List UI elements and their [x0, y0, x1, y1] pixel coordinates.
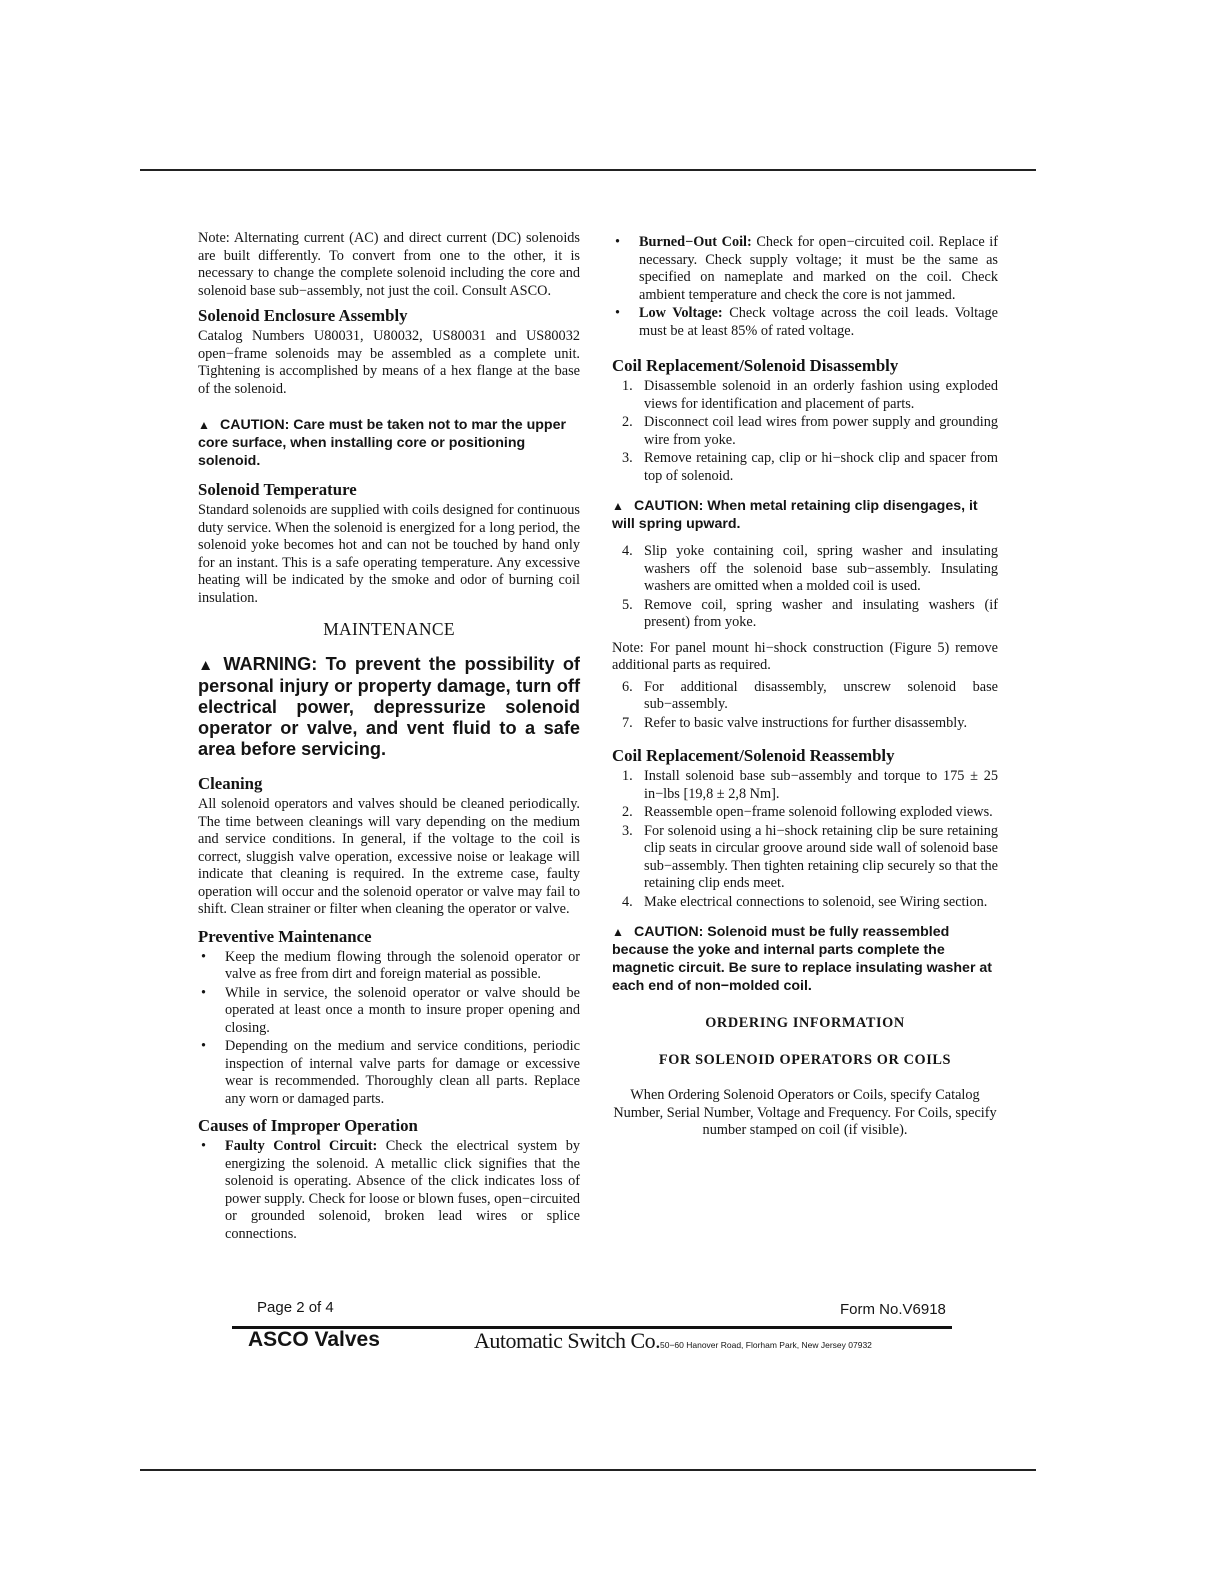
enclosure-text: Catalog Numbers U80031, U80032, US80031 and US80032 open−frame solenoids may be assembled as a complete unit. Tightening is accomplished by means of a hex flange at the base of the solenoid.	[198, 328, 580, 397]
caution-retaining-clip-text: CAUTION: When metal retaining clip disengages, it will spring upward.	[612, 498, 978, 532]
causes-lead: Faulty Control Circuit:	[225, 1138, 378, 1154]
causes-list-continued	[612, 234, 998, 340]
maintenance-heading: MAINTENANCE	[323, 619, 455, 639]
company-name: Automatic Switch Co.	[474, 1328, 661, 1353]
reassembly-heading: Coil Replacement/Solenoid Reassembly	[612, 746, 895, 765]
warning-triangle-icon: ▲	[198, 657, 214, 674]
caution-reassembly	[612, 923, 998, 995]
list-item: 2. Disconnect coil lead wires from power supply and grounding wire from yoke.	[622, 414, 998, 448]
list-item: 2. Reassemble open−frame solenoid following exploded views.	[622, 804, 993, 820]
brand-name: ASCO Valves	[248, 1328, 380, 1351]
left-column	[198, 230, 580, 1251]
disassembly-heading: Coil Replacement/Solenoid Disassembly	[612, 356, 899, 375]
list-item: 6. For additional disassembly, unscrew solenoid base sub−assembly.	[622, 678, 998, 712]
ordering-heading: ORDERING INFORMATION	[705, 1015, 905, 1031]
right-column	[612, 230, 998, 1140]
bottom-rule	[140, 1469, 1036, 1471]
form-number: Form No.V6918	[840, 1301, 946, 1318]
list-item: • Depending on the medium and service conditions, periodic inspection of internal valve parts for damage or excessive wear is recommended. Thoroughly clean all parts. Replace any worn or damaged parts.	[201, 1038, 580, 1107]
list-item: 7. Refer to basic valve instructions for further disassembly.	[622, 714, 968, 731]
page-number: Page 2 of 4	[257, 1299, 334, 1316]
warning-triangle-icon: ▲	[612, 925, 624, 939]
note-panel-mount: Note: For panel mount hi−shock construction (Figure 5) remove additional parts as required.	[612, 639, 998, 673]
disassembly-steps-a	[612, 378, 998, 485]
caution-core-surface-text: CAUTION: Care must be taken not to mar the upper core surface, when installing core or positioning solenoid.	[198, 417, 567, 469]
reassembly-steps	[612, 768, 998, 911]
list-item: 3. Remove retaining cap, clip or hi−shock clip and spacer from top of solenoid.	[622, 450, 998, 484]
causes-heading: Causes of Improper Operation	[198, 1116, 418, 1135]
warning-servicing	[198, 654, 580, 760]
caution-reassembly-text: CAUTION: Solenoid must be fully reassembled because the yoke and internal parts complete the magnetic circuit. Be sure to replace insulating washer at each end of non−molded coil.	[612, 924, 993, 994]
preventive-heading: Preventive Maintenance	[198, 926, 372, 946]
ordering-text: When Ordering Solenoid Operators or Coils, specify Catalog Number, Serial Number, Voltage and Frequency. For Coils, specify number stamped on coil (if visible).	[613, 1087, 997, 1138]
list-item: 3. For solenoid using a hi−shock retaining clip be sure retaining clip seats in circular groove around side wall of solenoid base sub−assembly. Then tighten retaining clip securely so that the retaining clip ends meet.	[622, 822, 998, 891]
warning-servicing-text: WARNING: To prevent the possibility of personal injury or property damage, turn off electrical power, depressurize solenoid operator or valve, and vent fluid to a safe area before servicing.	[198, 654, 580, 759]
list-item: • Keep the medium flowing through the solenoid operator or valve as free from dirt and foreign material as possible.	[201, 948, 580, 982]
preventive-list	[198, 949, 580, 1109]
cleaning-heading: Cleaning	[198, 774, 263, 793]
list-item: 5. Remove coil, spring washer and insulating washers (if present) from yoke.	[622, 596, 998, 630]
list-item: 1. Disassemble solenoid in an orderly fashion using exploded views for identification and placement of parts.	[622, 378, 998, 412]
list-item: • Low Voltage: Check voltage across the coil leads. Voltage must be at least 85% of rated voltage.	[615, 305, 998, 339]
caution-core-surface	[198, 416, 580, 470]
ordering-subheading: FOR SOLENOID OPERATORS OR COILS	[658, 1052, 952, 1068]
top-rule	[140, 169, 1036, 171]
list-item: 1. Install solenoid base sub−assembly and torque to 175 ± 25 in−lbs [19,8 ± 2,8 Nm].	[622, 768, 998, 802]
list-item: 4. Make electrical connections to solenoid, see Wiring section.	[622, 893, 988, 910]
list-item: 4. Slip yoke containing coil, spring washer and insulating washers off the solenoid base sub−assembly. Insulating washers are omitted when a molded coil is used.	[622, 543, 998, 594]
list-item: • While in service, the solenoid operator or valve should be operated at least once a month to insure proper opening and closing.	[201, 984, 580, 1036]
temperature-heading: Solenoid Temperature	[198, 480, 357, 499]
list-item: • Faulty Control Circuit: Check the electrical system by energizing the solenoid. A metallic click signifies that the solenoid is operating. Absence of the click indicates loss of power supply. Check for loose or blown fuses, open−circuited or grounded solenoid, broken lead wires or splice connections.	[201, 1138, 580, 1242]
cleaning-text: All solenoid operators and valves should be cleaned periodically. The time between cleanings will vary depending on the medium and service conditions. In general, if the voltage to the coil is correct, sluggish valve operation, excessive noise or leakage will indicate that cleaning is required. In the extreme case, faulty operation will occur and the solenoid operator or valve may fail to shift. Clean strainer or filter when cleaning the operator or valve.	[198, 796, 580, 917]
temperature-text: Standard solenoids are supplied with coils designed for continuous duty service. When the solenoid is energized for a long period, the solenoid yoke becomes hot and can not be touched by hand only for an instant. This is a safe operating temperature. Any excessive heating will be indicated by the smoke and odor of burning coil insulation.	[198, 502, 580, 606]
note-ac-dc: Note: Alternating current (AC) and direct current (DC) solenoids are built differently. To convert from one to the other, it is necessary to change the complete solenoid including the core and solenoid base sub−assembly, not just the coil. Consult ASCO.	[198, 230, 580, 299]
caution-retaining-clip	[612, 497, 998, 533]
disassembly-steps-c	[612, 679, 998, 733]
causes-list	[198, 1138, 580, 1243]
warning-triangle-icon: ▲	[198, 418, 210, 432]
disassembly-steps-b	[612, 543, 998, 632]
company-address: 50−60 Hanover Road, Florham Park, New Jersey 07932	[660, 1340, 872, 1350]
list-item: • Burned−Out Coil: Check for open−circuited coil. Replace if necessary. Check supply voltage; it must be the same as specified on nameplate and marked on the coil. Check ambient temperature and check the core is not jammed.	[615, 234, 998, 303]
enclosure-heading: Solenoid Enclosure Assembly	[198, 306, 408, 325]
warning-triangle-icon: ▲	[612, 499, 624, 513]
